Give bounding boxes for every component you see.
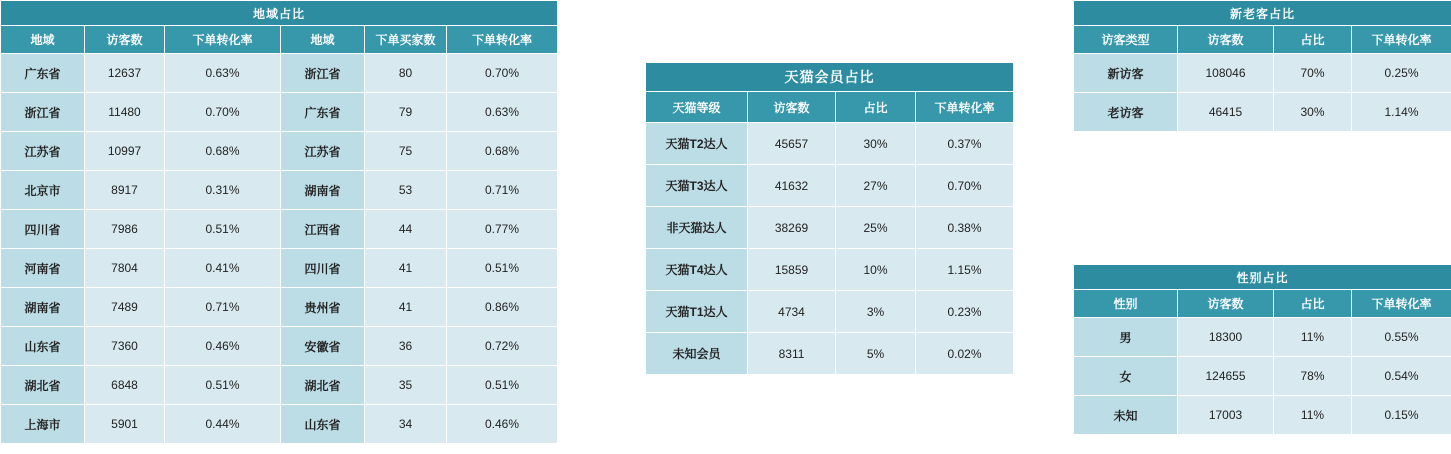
cell-visitors: 7804	[85, 249, 165, 288]
table-header-row	[1074, 290, 1451, 318]
column-header: 天猫等级	[646, 92, 748, 123]
cell-conversion-2: 0.86%	[447, 288, 558, 327]
cell-level: 天猫T3达人	[646, 165, 748, 207]
table-row	[1, 54, 558, 93]
cell-gender: 男	[1074, 318, 1178, 357]
cell-share: 78%	[1274, 357, 1352, 396]
cell-visitors: 7986	[85, 210, 165, 249]
table-title-row	[1, 1, 558, 26]
table-title-row	[1074, 265, 1451, 290]
cell-conversion-2: 0.51%	[447, 366, 558, 405]
tmall-title: 天猫会员占比	[646, 63, 1014, 92]
cell-region-name: 湖南省	[1, 288, 85, 327]
cell-region-name: 湖北省	[1, 366, 85, 405]
table-row	[1, 327, 558, 366]
tmall-member-share-panel	[645, 62, 1014, 375]
cell-visitors: 4734	[748, 291, 836, 333]
cell-region-name: 四川省	[1, 210, 85, 249]
cell-visitors: 15859	[748, 249, 836, 291]
cell-conversion-2: 0.70%	[447, 54, 558, 93]
table-row	[1074, 93, 1451, 132]
table-header-row	[1074, 26, 1451, 54]
cell-conversion: 0.23%	[916, 291, 1014, 333]
cell-conversion-2: 0.63%	[447, 93, 558, 132]
table-row	[1, 210, 558, 249]
column-header: 性别	[1074, 290, 1178, 318]
cell-visitors: 8917	[85, 171, 165, 210]
cell-visitors: 11480	[85, 93, 165, 132]
cell-visitors: 17003	[1178, 396, 1274, 435]
table-row	[646, 165, 1014, 207]
cell-share: 30%	[1274, 93, 1352, 132]
cell-conversion: 0.37%	[916, 123, 1014, 165]
cell-visitors: 7360	[85, 327, 165, 366]
cell-conversion: 0.02%	[916, 333, 1014, 375]
table-row	[1074, 318, 1451, 357]
cell-conversion: 0.70%	[916, 165, 1014, 207]
table-row	[1, 249, 558, 288]
cell-conversion-2: 0.51%	[447, 249, 558, 288]
cell-buyers: 35	[365, 366, 447, 405]
cell-visitors: 5901	[85, 405, 165, 444]
new-old-title: 新老客占比	[1074, 1, 1451, 26]
cell-conversion: 0.51%	[165, 366, 281, 405]
cell-conversion: 0.63%	[165, 54, 281, 93]
cell-region-name: 广东省	[1, 54, 85, 93]
table-row	[1, 93, 558, 132]
cell-region-name-2: 江苏省	[281, 132, 365, 171]
table-row	[646, 291, 1014, 333]
cell-visitors: 46415	[1178, 93, 1274, 132]
cell-visitors: 8311	[748, 333, 836, 375]
cell-share: 11%	[1274, 396, 1352, 435]
cell-region-name-2: 湖南省	[281, 171, 365, 210]
region-table	[0, 0, 558, 444]
cell-region-name-2: 湖北省	[281, 366, 365, 405]
cell-conversion: 0.71%	[165, 288, 281, 327]
region-title: 地域占比	[1, 1, 558, 26]
column-header: 访客数	[1178, 26, 1274, 54]
table-row	[1, 132, 558, 171]
cell-region-name-2: 广东省	[281, 93, 365, 132]
table-row	[1074, 396, 1451, 435]
column-header: 下单转化率	[447, 26, 558, 54]
table-row	[1, 366, 558, 405]
column-header: 下单转化率	[916, 92, 1014, 123]
cell-level: 未知会员	[646, 333, 748, 375]
cell-share: 11%	[1274, 318, 1352, 357]
column-header: 下单转化率	[1352, 290, 1451, 318]
cell-region-name-2: 浙江省	[281, 54, 365, 93]
table-header-row	[646, 92, 1014, 123]
gender-title: 性别占比	[1074, 265, 1451, 290]
cell-conversion: 0.54%	[1352, 357, 1451, 396]
table-header-row	[1, 26, 558, 54]
cell-level: 天猫T1达人	[646, 291, 748, 333]
cell-visitors: 41632	[748, 165, 836, 207]
cell-region-name: 山东省	[1, 327, 85, 366]
cell-region-name: 北京市	[1, 171, 85, 210]
cell-conversion-2: 0.77%	[447, 210, 558, 249]
cell-conversion-2: 0.72%	[447, 327, 558, 366]
table-row	[1074, 357, 1451, 396]
cell-buyers: 75	[365, 132, 447, 171]
cell-region-name: 浙江省	[1, 93, 85, 132]
column-header: 下单买家数	[365, 26, 447, 54]
cell-region-name: 河南省	[1, 249, 85, 288]
gender-table	[1073, 264, 1451, 435]
cell-conversion: 0.38%	[916, 207, 1014, 249]
cell-visitors: 38269	[748, 207, 836, 249]
column-header: 下单转化率	[1352, 26, 1451, 54]
cell-visitor-type: 老访客	[1074, 93, 1178, 132]
table-title-row	[1074, 1, 1451, 26]
cell-region-name-2: 四川省	[281, 249, 365, 288]
table-row	[1074, 54, 1451, 93]
gender-share-panel	[1073, 264, 1451, 435]
new-old-table	[1073, 0, 1451, 132]
table-row	[1, 288, 558, 327]
cell-buyers: 41	[365, 288, 447, 327]
cell-buyers: 53	[365, 171, 447, 210]
cell-conversion-2: 0.46%	[447, 405, 558, 444]
cell-level: 非天猫达人	[646, 207, 748, 249]
column-header: 访客类型	[1074, 26, 1178, 54]
cell-region-name-2: 贵州省	[281, 288, 365, 327]
cell-buyers: 79	[365, 93, 447, 132]
cell-conversion: 1.14%	[1352, 93, 1451, 132]
table-row	[646, 123, 1014, 165]
cell-buyers: 80	[365, 54, 447, 93]
cell-conversion: 0.70%	[165, 93, 281, 132]
cell-buyers: 41	[365, 249, 447, 288]
column-header: 访客数	[1178, 290, 1274, 318]
cell-region-name-2: 安徽省	[281, 327, 365, 366]
cell-visitors: 7489	[85, 288, 165, 327]
cell-share: 3%	[836, 291, 916, 333]
column-header: 地域	[1, 26, 85, 54]
table-row	[646, 249, 1014, 291]
cell-region-name: 江苏省	[1, 132, 85, 171]
cell-buyers: 44	[365, 210, 447, 249]
cell-visitors: 124655	[1178, 357, 1274, 396]
cell-region-name-2: 江西省	[281, 210, 365, 249]
cell-gender: 女	[1074, 357, 1178, 396]
cell-share: 27%	[836, 165, 916, 207]
cell-conversion-2: 0.71%	[447, 171, 558, 210]
cell-level: 天猫T2达人	[646, 123, 748, 165]
table-title-row	[646, 63, 1014, 92]
region-share-panel	[0, 0, 558, 444]
cell-conversion: 0.25%	[1352, 54, 1451, 93]
column-header: 访客数	[748, 92, 836, 123]
cell-conversion: 0.46%	[165, 327, 281, 366]
cell-visitors: 10997	[85, 132, 165, 171]
cell-conversion: 0.51%	[165, 210, 281, 249]
cell-conversion-2: 0.68%	[447, 132, 558, 171]
cell-visitor-type: 新访客	[1074, 54, 1178, 93]
cell-region-name-2: 山东省	[281, 405, 365, 444]
cell-share: 10%	[836, 249, 916, 291]
cell-buyers: 36	[365, 327, 447, 366]
cell-share: 5%	[836, 333, 916, 375]
cell-conversion: 0.15%	[1352, 396, 1451, 435]
cell-visitors: 108046	[1178, 54, 1274, 93]
cell-share: 70%	[1274, 54, 1352, 93]
cell-visitors: 12637	[85, 54, 165, 93]
cell-share: 30%	[836, 123, 916, 165]
cell-conversion: 1.15%	[916, 249, 1014, 291]
column-header: 占比	[1274, 290, 1352, 318]
column-header: 下单转化率	[165, 26, 281, 54]
cell-visitors: 45657	[748, 123, 836, 165]
cell-conversion: 0.55%	[1352, 318, 1451, 357]
column-header: 占比	[836, 92, 916, 123]
cell-conversion: 0.68%	[165, 132, 281, 171]
column-header: 占比	[1274, 26, 1352, 54]
column-header: 地域	[281, 26, 365, 54]
table-row	[1, 405, 558, 444]
cell-level: 天猫T4达人	[646, 249, 748, 291]
new-old-customer-panel	[1073, 0, 1451, 132]
cell-visitors: 18300	[1178, 318, 1274, 357]
cell-region-name: 上海市	[1, 405, 85, 444]
cell-share: 25%	[836, 207, 916, 249]
table-row	[646, 333, 1014, 375]
tmall-table	[645, 62, 1014, 375]
cell-visitors: 6848	[85, 366, 165, 405]
cell-conversion: 0.44%	[165, 405, 281, 444]
cell-conversion: 0.41%	[165, 249, 281, 288]
cell-gender: 未知	[1074, 396, 1178, 435]
cell-buyers: 34	[365, 405, 447, 444]
cell-conversion: 0.31%	[165, 171, 281, 210]
table-row	[646, 207, 1014, 249]
column-header: 访客数	[85, 26, 165, 54]
table-row	[1, 171, 558, 210]
